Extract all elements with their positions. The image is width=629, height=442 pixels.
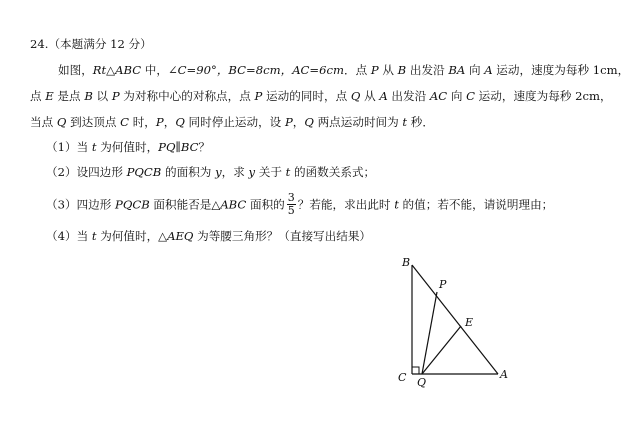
- q3-text: ？若能，求出此时: [297, 197, 395, 212]
- var-b: B: [84, 89, 93, 103]
- intro-text: 两点运动时间为: [313, 115, 403, 129]
- intro-text: 秒．: [407, 115, 434, 129]
- segment-pq: [422, 292, 437, 374]
- intro-text: 向: [465, 63, 485, 77]
- var-t: t: [394, 197, 399, 212]
- intro-text: 从: [360, 89, 380, 103]
- var-pqcb: PQCB: [126, 165, 162, 179]
- var-t: t: [91, 229, 97, 243]
- q4-text: 为等腰三角形？（直接写出结果）: [193, 229, 372, 243]
- q2-text: 关于: [255, 165, 286, 179]
- label-c: C: [398, 371, 407, 384]
- intro-text: 到达顶点: [66, 115, 121, 129]
- intro-text: 运动的同时，点: [262, 89, 351, 103]
- intro-text: 以: [92, 89, 112, 103]
- intro-text: 出发沿: [387, 89, 430, 103]
- right-angle-mark: [412, 367, 419, 374]
- var-y: y: [215, 165, 222, 179]
- label-a: A: [500, 368, 508, 381]
- var-b: B: [397, 63, 407, 77]
- var-y: y: [248, 165, 256, 179]
- intro-conditions: ∠C=90°，BC=8cm，AC=6cm: [167, 63, 345, 77]
- var-p: P: [155, 115, 164, 129]
- var-pqcb: PQCB: [115, 197, 150, 212]
- fraction-denominator: 5: [287, 204, 295, 217]
- var-q: Q: [350, 89, 361, 103]
- intro-text: 运动，速度为每秒 1cm，: [492, 63, 629, 77]
- q2-text: （2）设四边形: [46, 165, 127, 179]
- q2-text: 的函数关系式；: [290, 165, 376, 179]
- intro-text: 同时停止运动，设: [184, 115, 285, 129]
- label-b: B: [402, 256, 411, 269]
- intro-text: 中，: [141, 63, 168, 77]
- intro-text: 出发沿: [406, 63, 449, 77]
- intro-text: 如图，: [58, 63, 93, 77]
- q1-text: ？: [198, 140, 211, 154]
- q3-text: 的值；若不能，请说明理由；: [398, 197, 554, 212]
- label-e: E: [465, 316, 474, 329]
- var-q: Q: [175, 115, 185, 129]
- var-ba: BA: [448, 63, 466, 77]
- intro-text: 从: [378, 63, 398, 77]
- var-p: P: [370, 63, 379, 77]
- intro-text: 是点: [53, 89, 85, 103]
- label-p: P: [439, 278, 447, 291]
- q1-condition: PQ∥BC: [158, 140, 199, 154]
- label-q: Q: [417, 376, 427, 389]
- intro-text: 运动，速度为每秒 2cm，: [474, 89, 612, 103]
- var-a: A: [379, 89, 388, 103]
- fraction-numerator: 3: [287, 191, 295, 204]
- q2-text: 的面积为: [161, 165, 216, 179]
- var-e: E: [45, 89, 54, 103]
- q1-text: （1）当: [46, 140, 92, 154]
- var-c: C: [466, 89, 475, 103]
- problem-number: 24.: [30, 37, 49, 51]
- intro-text: 点: [30, 89, 46, 103]
- var-q: Q: [304, 115, 314, 129]
- var-a: A: [484, 63, 493, 77]
- var-p: P: [254, 89, 263, 103]
- var-ac: AC: [429, 89, 448, 103]
- q2-text: ，求: [221, 165, 249, 179]
- q4-text: （4）当: [46, 229, 92, 243]
- var-aeq: AEQ: [167, 229, 194, 243]
- var-q: Q: [56, 115, 67, 129]
- var-t: t: [91, 140, 97, 154]
- var-p: P: [284, 115, 293, 129]
- intro-text: ．点: [344, 63, 371, 77]
- q3-text: 面积的: [246, 197, 285, 212]
- intro-triangle: Rt△ABC: [92, 63, 142, 77]
- intro-text: 为对称中心的对称点，点: [119, 89, 255, 103]
- var-t: t: [285, 165, 291, 179]
- q3-text: 面积能否是△: [149, 197, 221, 212]
- var-t: t: [402, 115, 408, 129]
- q1-text: 为何值时，: [96, 140, 159, 154]
- intro-text: 时，: [129, 115, 156, 129]
- intro-text: 当点: [30, 115, 57, 129]
- segment-eq: [422, 326, 461, 374]
- var-p: P: [111, 89, 120, 103]
- q3-text: （3）四边形: [46, 197, 116, 212]
- intro-text: 向: [447, 89, 467, 103]
- problem-score: （本题满分 12 分）: [48, 37, 152, 51]
- var-abc: ABC: [220, 197, 247, 212]
- q4-text: 为何值时，△: [96, 229, 168, 243]
- intro-text: ，: [163, 115, 176, 129]
- intro-text: ，: [292, 115, 305, 129]
- var-c: C: [120, 115, 130, 129]
